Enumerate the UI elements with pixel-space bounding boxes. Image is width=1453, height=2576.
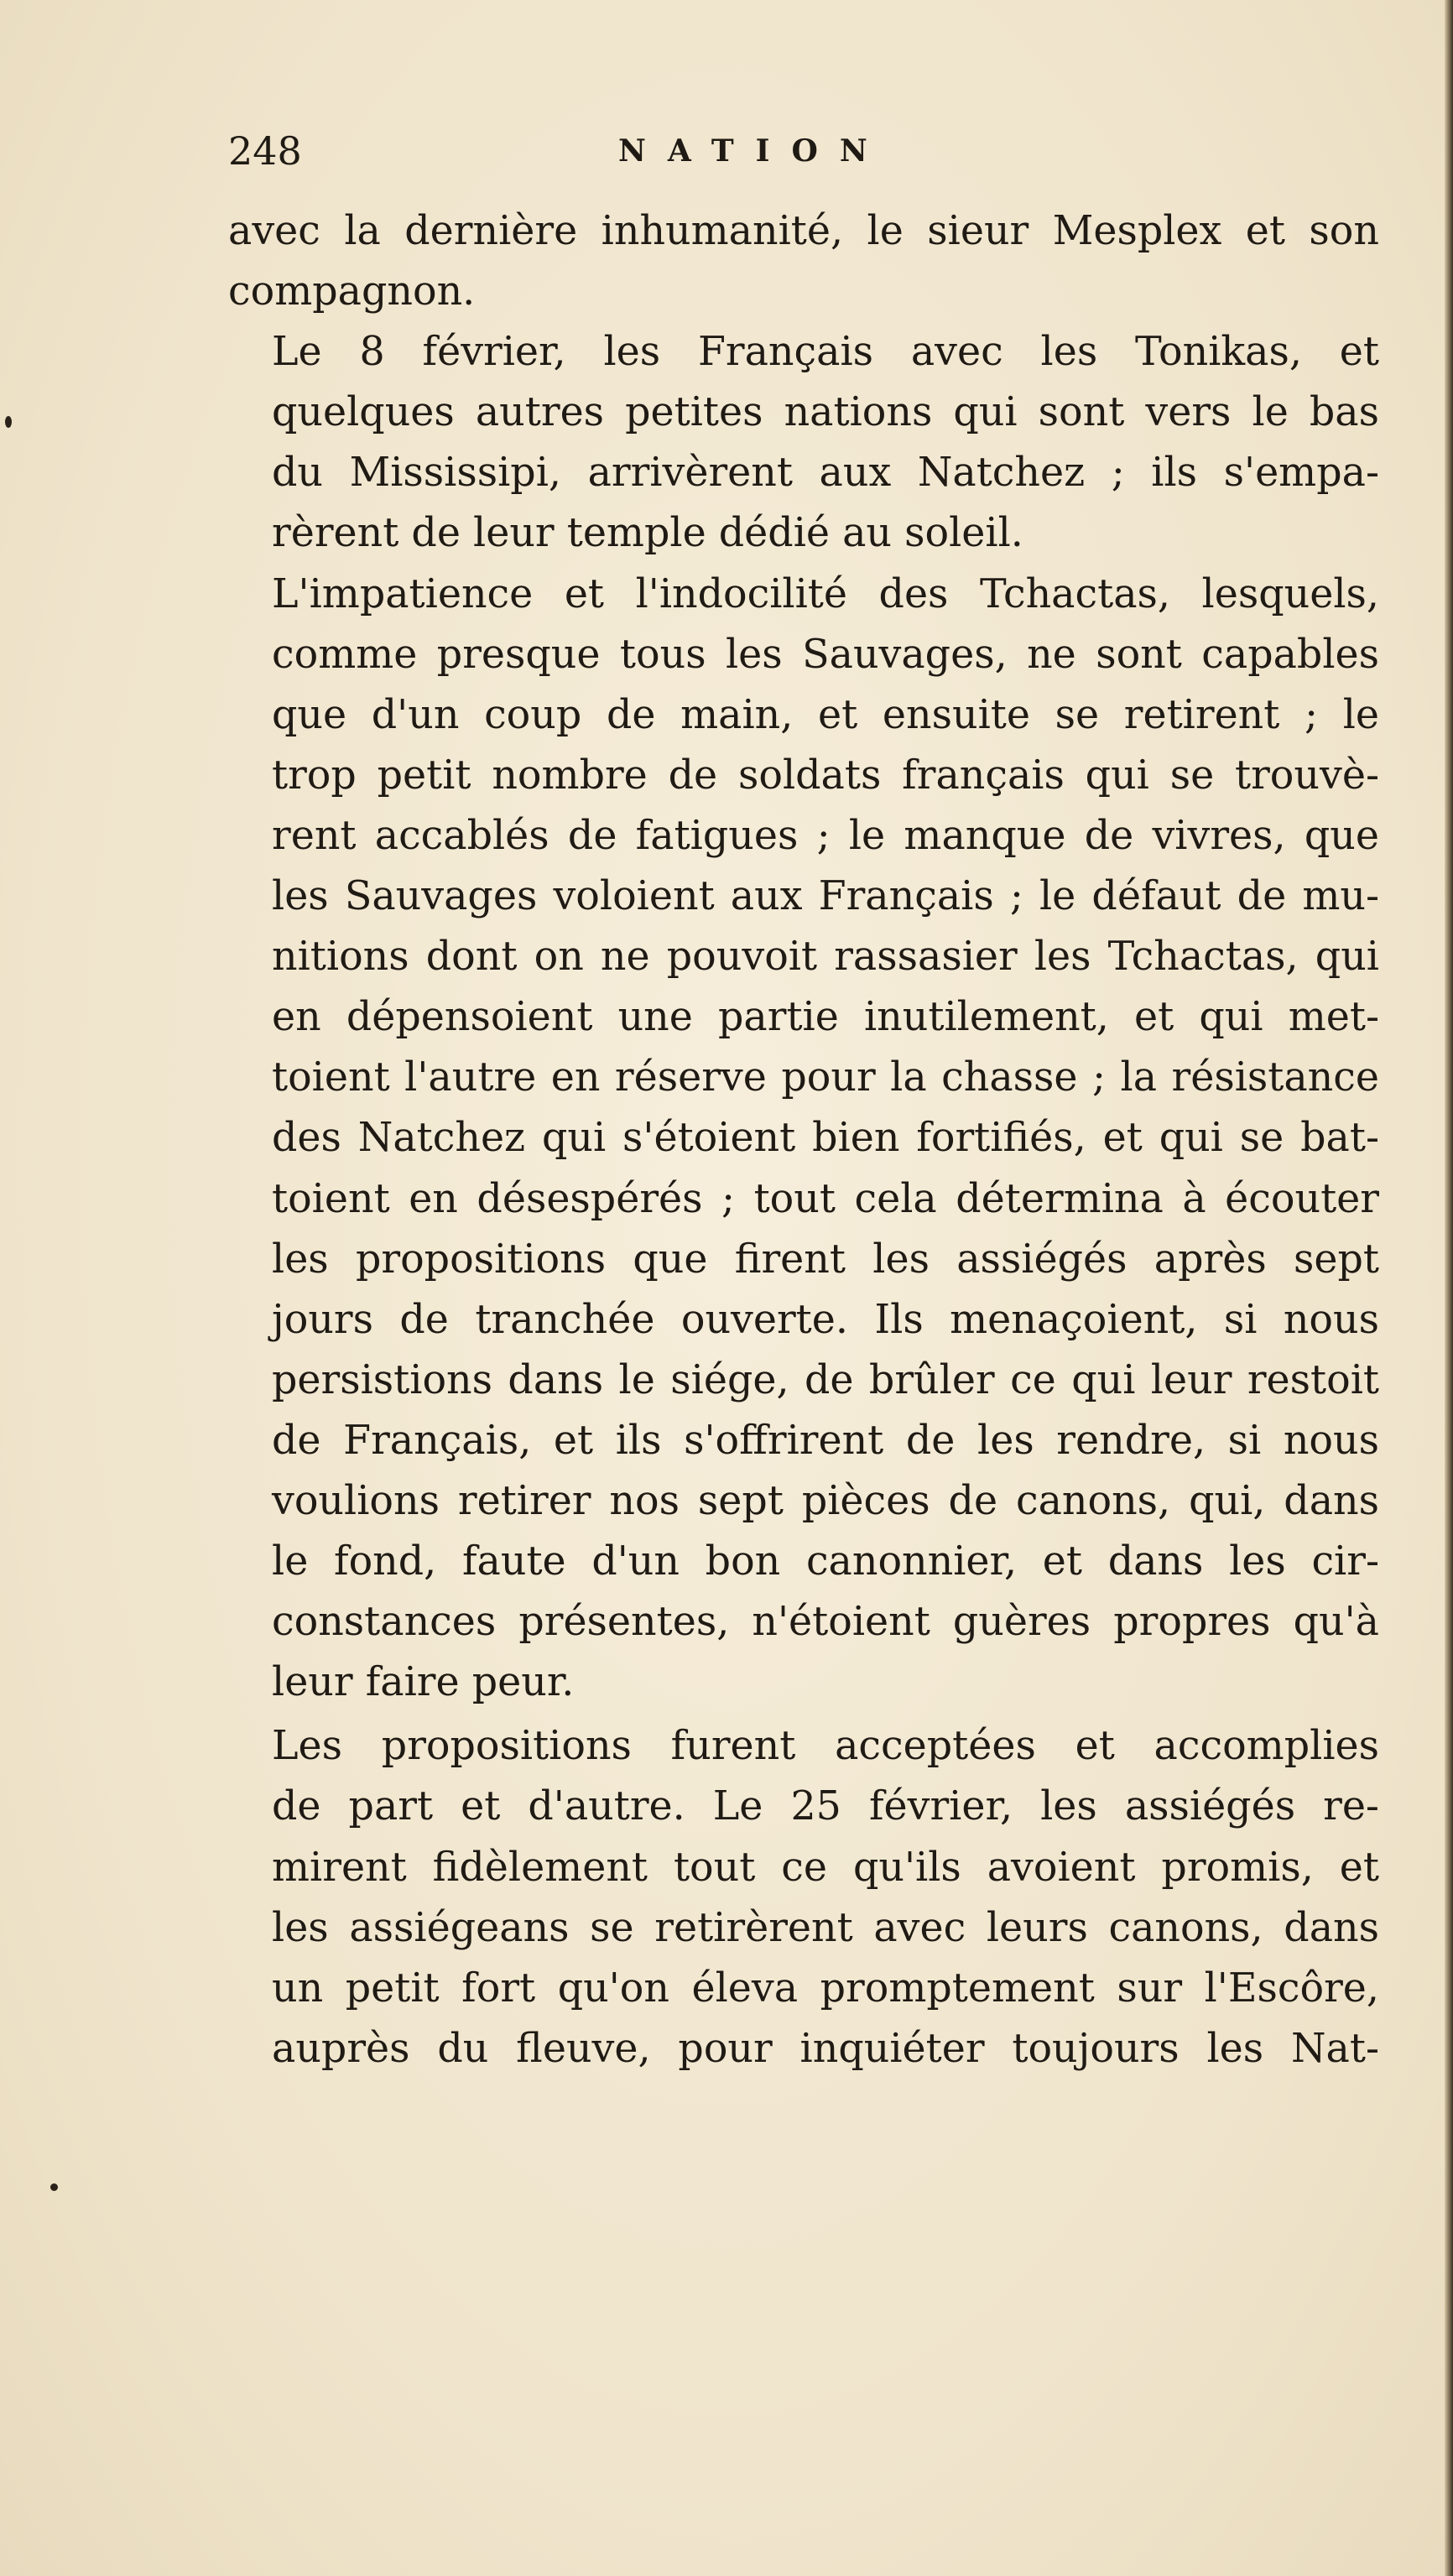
text-line: jours de tranchée ouverte. Ils menaçoient, si nous	[272, 1296, 1379, 1343]
text-line: trop petit nombre de soldats français qui se trouvè-	[272, 752, 1379, 799]
text-line: de Français, et ils s'offrirent de les rendre, si nous	[272, 1417, 1379, 1464]
running-head: NATION	[618, 133, 889, 169]
text-line: Le 8 février, les Français avec les Tonikas, et	[272, 329, 1379, 376]
text-line: un petit fort qu'on éleva promptement sur l'Escôre,	[272, 1965, 1379, 2011]
paper-speck	[50, 2183, 58, 2191]
binding-edge	[1445, 0, 1453, 2576]
text-line: comme presque tous les Sauvages, ne sont capables	[272, 631, 1379, 678]
text-line: toient l'autre en réserve pour la chasse ; la résistance	[272, 1054, 1379, 1101]
text-line: quelques autres petites nations qui sont vers le bas	[272, 389, 1379, 436]
paragraph-2	[228, 322, 1379, 564]
text-line: rent accablés de fatigues ; le manque de vivres, que	[272, 812, 1379, 859]
page-number: 248	[228, 128, 302, 174]
text-line: persistions dans le siége, de brûler ce qui leur restoit	[272, 1356, 1379, 1403]
page-header	[228, 117, 1386, 185]
text-line: que d'un coup de main, et ensuite se retirent ; le	[272, 691, 1379, 738]
text-line: en dépensoient une partie inutilement, et qui met-	[272, 994, 1379, 1041]
text-line: constances présentes, n'étoient guères propres qu'à	[272, 1599, 1379, 1646]
text-line: du Mississipi, arrivèrent aux Natchez ; ils s'empa-	[272, 450, 1379, 497]
text-line: avec la dernière inhumanité, le sieur Mesplex et son	[228, 208, 1379, 254]
text-line: leur faire peur.	[272, 1659, 575, 1706]
text-line: les propositions que firent les assiégés après sept	[272, 1236, 1379, 1283]
paragraph-1	[228, 201, 1379, 322]
text-line: nitions dont on ne pouvoit rassasier les Tchactas, qui	[272, 934, 1379, 981]
text-line: Les propositions furent acceptées et accomplies	[272, 1723, 1379, 1770]
paragraph-3	[228, 565, 1379, 1714]
text-line: L'impatience et l'indocilité des Tchactas, lesquels,	[272, 570, 1379, 617]
text-line: les assiégeans se retirèrent avec leurs canons, dans	[272, 1904, 1379, 1951]
text-line: voulions retirer nos sept pièces de canons, qui, dans	[272, 1477, 1379, 1524]
text-line: mirent fidèlement tout ce qu'ils avoient promis, et	[272, 1844, 1379, 1891]
text-line: des Natchez qui s'étoient bien fortifiés, et qui se bat-	[272, 1115, 1379, 1162]
text-line: auprès du fleuve, pour inquiéter toujours les Nat-	[272, 2025, 1379, 2072]
text-line: toient en désespérés ; tout cela détermina à écouter	[272, 1175, 1379, 1222]
body-text	[228, 201, 1379, 2079]
paper-speck	[5, 416, 12, 428]
text-line: les Sauvages voloient aux Français ; le défaut de mu-	[272, 873, 1379, 920]
paragraph-4	[228, 1716, 1379, 2079]
text-line: le fond, faute d'un bon canonnier, et dans les cir-	[272, 1538, 1379, 1585]
text-line: compagnon.	[228, 268, 476, 315]
text-line: de part et d'autre. Le 25 février, les assiégés re-	[272, 1783, 1379, 1830]
text-line: rèrent de leur temple dédié au soleil.	[272, 510, 1023, 557]
